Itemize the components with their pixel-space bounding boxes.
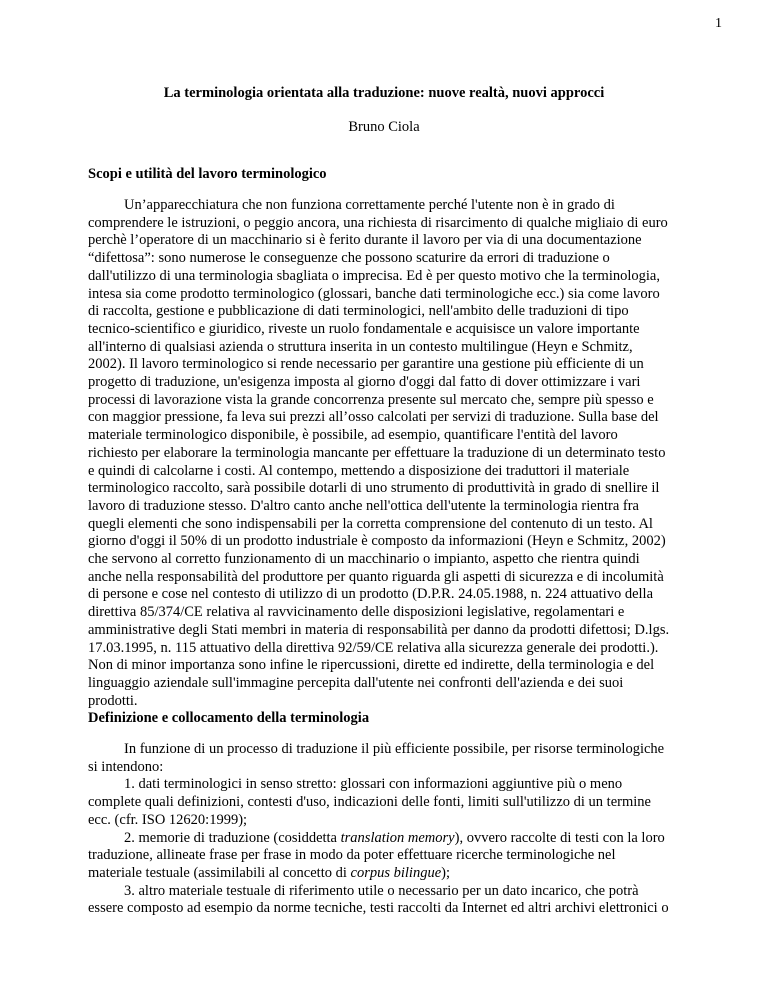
text-line: lavoro di traduzione stesso. D'altro canto anche nell'ottica dell'utente la terminologia rientra fra — [88, 497, 639, 514]
text-run: ), ovvero raccolte di testi con la loro — [454, 829, 665, 846]
text-line: essere composto ad esempio da norme tecniche, testi raccolti da Internet ed altri archivi elettronici o — [88, 900, 669, 917]
document-title: La terminologia orientata alla traduzione: nuove realtà, nuovi approcci — [163, 85, 605, 101]
text-run: 2. memorie di traduzione (cosiddetta — [124, 829, 341, 846]
text-line: Non di minor importanza sono infine le ripercussioni, dirette ed indirette, della terminologia e del — [88, 657, 655, 674]
text-line: 17.03.1995, n. 115 attuativo della direttiva 92/59/CE relativa alla sicurezza generale dei prodotti.). — [88, 639, 659, 656]
text-line: tecnico-scientifico e giuridico, riveste un ruolo fondamentale e acquisisce un valore importante — [88, 320, 640, 337]
text-line: con maggior pressione, fa leva sui prezzi all’osso calcolati per servizi di traduzione. Sulla base del — [88, 409, 659, 426]
text-line: direttiva 85/374/CE relativa al ravvicinamento delle disposizioni legislative, regolamentari e — [88, 604, 625, 621]
text-line: processi di lavorazione vista la grande concorrenza presente sul mercato che, sempre più spesso e — [88, 391, 654, 408]
text-line: che servono al corretto funzionamento di un macchinario o impianto, aspetto che rientra quindi — [88, 551, 640, 568]
text-line: quegli elementi che sono indispensabili per la corretta comprensione del contenuto di un testo. Al — [88, 515, 653, 532]
text-line: ecc. (cfr. ISO 12620:1999); — [88, 811, 248, 828]
text-line: “difettosa”: sono numerose le conseguenze che possono scaturire da errori di traduzione o — [88, 250, 610, 267]
text-line: 1. dati terminologici in senso stretto: glossari con informazioni aggiuntive più o meno — [124, 776, 623, 793]
text-line: perchè l’operatore di un macchinario si è ferito durante il lavoro per via di una documentazione — [88, 232, 642, 249]
text-line: prodotti. — [88, 692, 138, 709]
text-run: materiale testuale (assimilabili al concetto di — [88, 864, 351, 881]
paragraph-definizione — [88, 741, 728, 918]
text-line: anche nella responsabilità del produttore per quanto riguarda gli aspetti di sicurezza e di incolumità — [88, 568, 664, 585]
text-line: intesa sia come prodotto terminologico (glossari, banche dati terminologiche ecc.) sia come lavoro — [88, 285, 660, 302]
text-line: comprendere le istruzioni, o peggio ancora, una richiesta di risarcimento di qualche migliaio di euro — [88, 214, 668, 231]
text-line — [88, 830, 728, 848]
text-line: In funzione di un processo di traduzione il più efficiente possibile, per risorse terminologiche — [124, 741, 665, 757]
text-line: giorno d'oggi il 50% di un prodotto industriale è composto da informazioni (Heyn e Schmitz, 2002) — [88, 533, 666, 550]
section-heading-definizione: Definizione e collocamento della terminologia — [88, 710, 370, 726]
italic-term: translation memory — [340, 829, 455, 846]
text-line: amministrative degli Stati membri in materia di responsabilità per danno da prodotti difettosi; D.lgs. — [88, 621, 670, 638]
text-line: 3. altro materiale testuale di riferimento utile o necessario per un dato incarico, che potrà — [124, 882, 639, 899]
text-line: traduzione, allineate frase per frase in modo da poter effettuare ricerche terminologiche nel — [88, 847, 616, 864]
paragraph-scopi — [88, 197, 728, 710]
author-name: Bruno Ciola — [348, 119, 420, 135]
text-line: progetto di traduzione, un'esigenza imposta al giorno d'oggi dal fatto di dover ottimizzare i vari — [88, 374, 641, 391]
text-line: all'interno di qualsiasi azienda o struttura inserita in un contesto multilingue (Heyn e Schmitz, — [88, 338, 633, 355]
text-line: Un’apparecchiatura che non funziona correttamente perché l'utente non è in grado di — [124, 197, 615, 213]
text-line: di raccolta, gestione e pubblicazione di dati terminologici, nell'ambito delle traduzioni di tipo — [88, 303, 629, 320]
text-line: materiale terminologico disponibile, è possibile, ad esempio, quantificare l'entità del lavoro — [88, 427, 618, 444]
text-line: richiesto per elaborare la terminologia mancante per effettuare la traduzione di un determinato testo — [88, 444, 666, 461]
italic-term: corpus bilingue — [350, 864, 442, 881]
text-line: di persone e cose nel contesto di utilizzo di un prodotto (D.P.R. 24.05.1988, n. 224 attuativo della — [88, 586, 654, 603]
text-line: si intendono: — [88, 758, 164, 775]
text-line: e quindi di calcolarne i costi. Al contempo, mettendo a disposizione dei traduttori il materiale — [88, 462, 630, 479]
text-line: linguaggio aziendale sull'immagine percepita dall'utente nei confronti dell'azienda e dei suoi — [88, 674, 624, 691]
section-heading-scopi: Scopi e utilità del lavoro terminologico — [88, 166, 327, 182]
text-run: ); — [441, 864, 450, 881]
text-line: terminologico raccolto, sarà possibile dotarli di uno strumento di produttività in grado di snellire il — [88, 480, 660, 497]
text-line: 2002). Il lavoro terminologico si rende necessario per garantire una gestione più efficiente di un — [88, 356, 644, 373]
page-number: 1 — [715, 16, 722, 31]
text-line — [88, 865, 728, 883]
text-line: complete quali definizioni, contesti d'uso, indicazioni delle fonti, limiti sull'utilizzo di un termine — [88, 794, 651, 811]
text-line: dall'utilizzo di una terminologia sbagliata o imprecisa. Ed è per questo motivo che la terminologia, — [88, 267, 660, 284]
